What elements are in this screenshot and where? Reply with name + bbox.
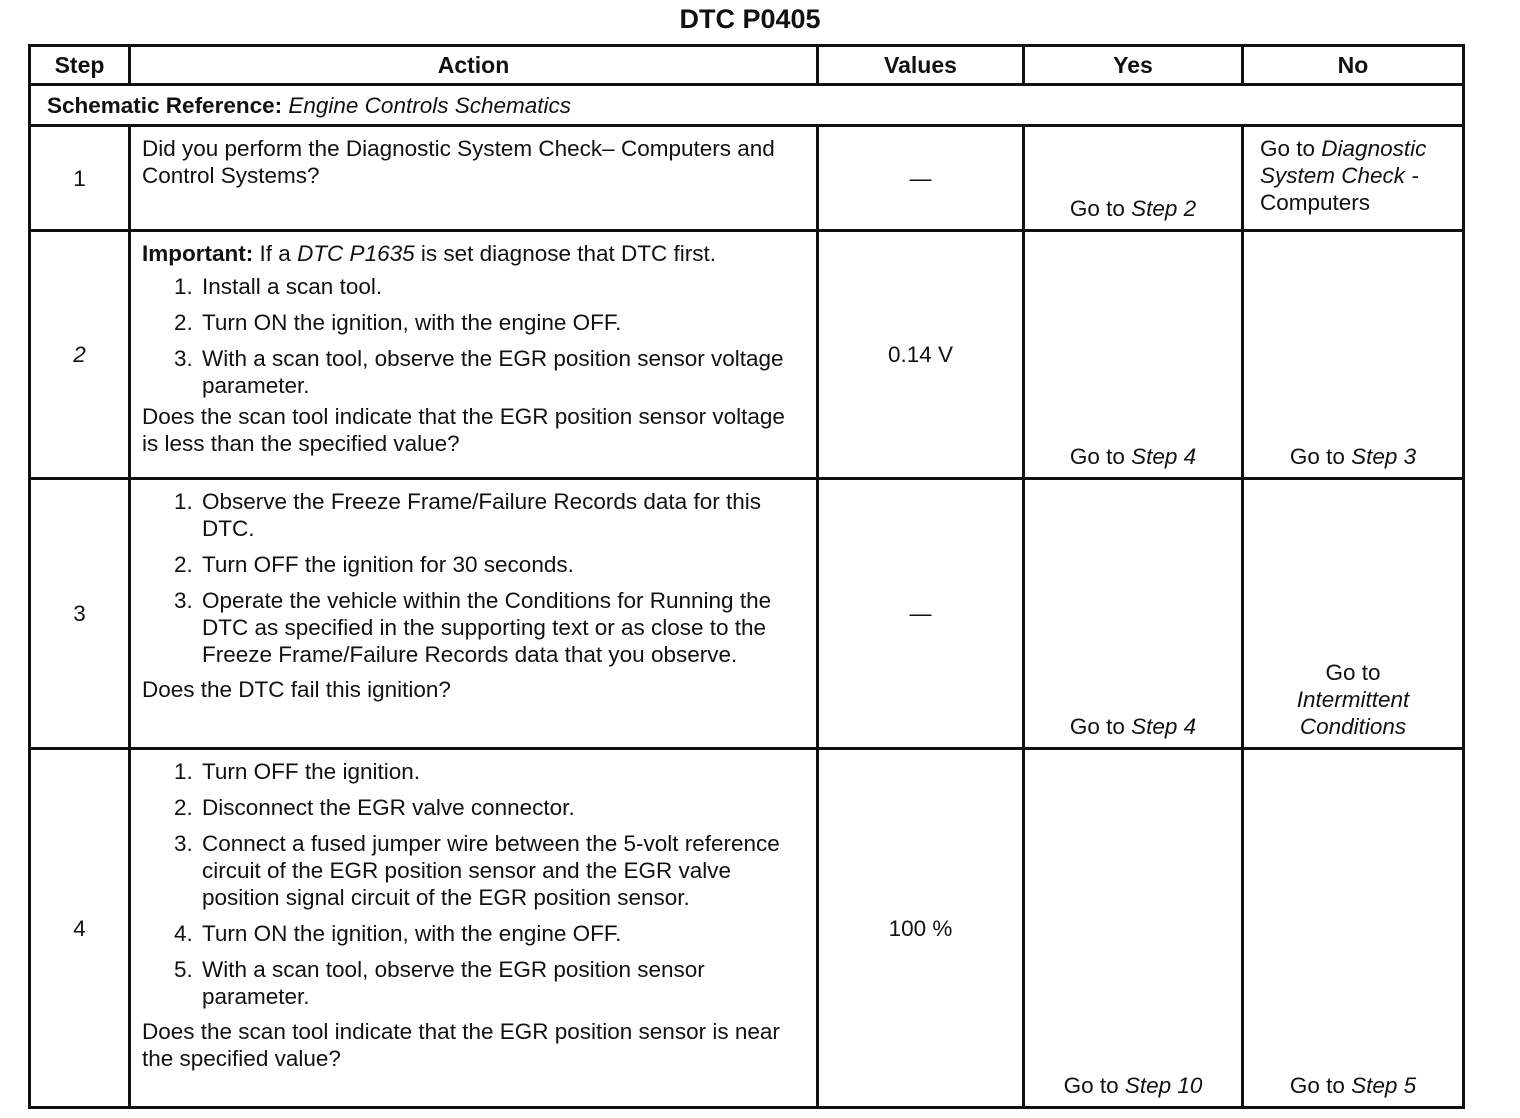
- table-row: [30, 749, 1464, 1108]
- table-row: [30, 479, 1464, 749]
- list-item: 3. Connect a fused jumper wire between the 5-volt reference circuit of the EGR position sensor and the EGR valve position signal circuit of the EGR position sensor.: [199, 830, 806, 911]
- schematic-reference: [30, 85, 1464, 126]
- step-number: 4: [30, 749, 130, 1108]
- no-link[interactable]: Diagnostic System Check -: [1260, 136, 1427, 188]
- schematic-reference-label: Schematic Reference:: [47, 92, 283, 118]
- no-cell[interactable]: Go to Intermittent Conditions: [1243, 479, 1464, 749]
- list-item: 3. With a scan tool, observe the EGR position sensor voltage parameter.: [199, 345, 806, 399]
- list-item: 1. Install a scan tool.: [199, 273, 806, 300]
- yes-cell[interactable]: Go to Step 2: [1024, 126, 1243, 231]
- important-note: Important: If a DTC P1635 is set diagnose that DTC first.: [142, 241, 717, 266]
- procedure-list: [142, 488, 806, 668]
- no-link[interactable]: Intermittent Conditions: [1296, 687, 1410, 739]
- action-cell: [130, 749, 818, 1108]
- yes-link[interactable]: Step 4: [1131, 714, 1197, 739]
- dtc-link[interactable]: DTC P1635: [297, 241, 415, 266]
- table-header-row: [30, 46, 1464, 85]
- action-question: Does the scan tool indicate that the EGR position sensor voltage is less than the specified value?: [142, 404, 785, 456]
- list-item: 2. Disconnect the EGR valve connector.: [199, 794, 806, 821]
- header-yes: Yes: [1024, 46, 1243, 85]
- value-cell: 0.14 V: [818, 231, 1024, 479]
- schematic-reference-row: [30, 85, 1464, 126]
- yes-link[interactable]: Step 2: [1131, 196, 1197, 221]
- no-cell[interactable]: Go to Step 3: [1243, 231, 1464, 479]
- action-question: Does the scan tool indicate that the EGR position sensor is near the specified value?: [142, 1019, 780, 1071]
- action-question: Did you perform the Diagnostic System Check– Computers and Control Systems?: [142, 136, 775, 188]
- list-item: 2. Turn OFF the ignition for 30 seconds.: [199, 551, 806, 578]
- action-cell: [130, 231, 818, 479]
- no-link[interactable]: Step 3: [1351, 444, 1417, 469]
- yes-cell[interactable]: Go to Step 10: [1024, 749, 1243, 1108]
- list-item: 3. Operate the vehicle within the Conditions for Running the DTC as specified in the supporting text or as close to the Freeze Frame/Failure Records data that you observe.: [199, 587, 806, 668]
- step-number: 1: [30, 126, 130, 231]
- header-step: Step: [30, 46, 130, 85]
- table-row: [30, 231, 1464, 479]
- list-item: 1. Observe the Freeze Frame/Failure Records data for this DTC.: [199, 488, 806, 542]
- list-item: 4. Turn ON the ignition, with the engine OFF.: [199, 920, 806, 947]
- yes-cell[interactable]: Go to Step 4: [1024, 231, 1243, 479]
- schematic-reference-link[interactable]: Engine Controls Schematics: [288, 92, 572, 118]
- value-cell: —: [818, 126, 1024, 231]
- yes-link[interactable]: Step 10: [1124, 1073, 1203, 1098]
- header-no: No: [1243, 46, 1464, 85]
- dtc-table: [28, 44, 1465, 1109]
- step-number: 2: [30, 231, 130, 479]
- value-cell: —: [818, 479, 1024, 749]
- no-link[interactable]: Step 5: [1351, 1073, 1417, 1098]
- table-row: [30, 126, 1464, 231]
- action-question: Does the DTC fail this ignition?: [142, 677, 451, 702]
- list-item: 5. With a scan tool, observe the EGR position sensor parameter.: [199, 956, 806, 1010]
- procedure-list: [142, 758, 806, 1010]
- header-values: Values: [818, 46, 1024, 85]
- no-cell[interactable]: Go to Diagnostic System Check - Computers: [1243, 126, 1464, 231]
- action-cell: [130, 126, 818, 231]
- page-title: DTC P0405: [679, 4, 821, 34]
- header-action: Action: [130, 46, 818, 85]
- no-cell[interactable]: Go to Step 5: [1243, 749, 1464, 1108]
- step-number: 3: [30, 479, 130, 749]
- procedure-list: [142, 273, 806, 399]
- yes-link[interactable]: Step 4: [1131, 444, 1197, 469]
- yes-cell[interactable]: Go to Step 4: [1024, 479, 1243, 749]
- list-item: 1. Turn OFF the ignition.: [199, 758, 806, 785]
- value-cell: 100 %: [818, 749, 1024, 1108]
- action-cell: [130, 479, 818, 749]
- list-item: 2. Turn ON the ignition, with the engine OFF.: [199, 309, 806, 336]
